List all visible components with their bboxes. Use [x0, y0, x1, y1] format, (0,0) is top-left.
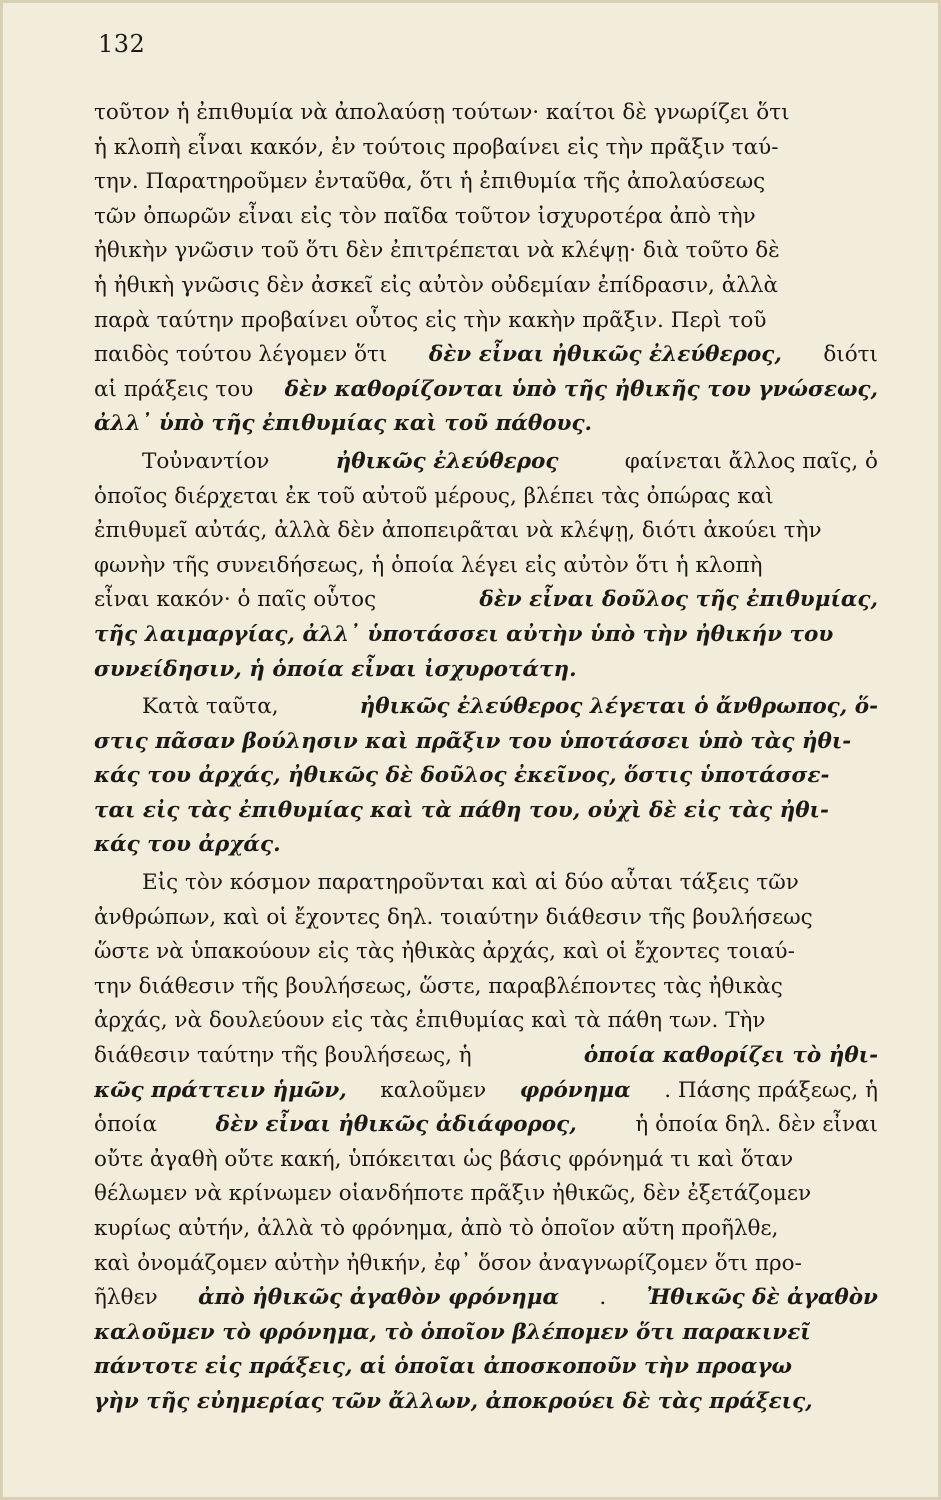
text-segment: διότι: [823, 342, 878, 368]
emphasis-text: δὲν εἶναι ἠθικῶς ἐλεύθερος,: [428, 342, 782, 368]
text-segment: καὶ ὀνομάζομεν αὐτὴν ἠθικήν, ἐφ᾽ ὅσον ἀναγνωρίζομεν ὅτι προ-: [94, 1250, 802, 1276]
text-line: [94, 407, 878, 442]
text-segment: ἀνθρώπων, καὶ οἱ ἔχοντες δηλ. τοιαύτην διάθεσιν τῆς βουλήσεως: [94, 904, 813, 930]
text-line: [94, 828, 878, 863]
text-segment: . Πάσης πράξεως, ἡ: [664, 1077, 878, 1103]
text-segment: .: [599, 1285, 607, 1311]
text-line: [94, 901, 878, 936]
text-line: [94, 970, 878, 1005]
text-line: [94, 1177, 878, 1212]
text-line: [94, 514, 878, 549]
text-segment: καλοῦμεν: [380, 1077, 487, 1103]
text-line: [94, 1108, 878, 1143]
emphasis-text: ὁποία καθορίζει τὸ ἠθι-: [583, 1043, 878, 1069]
text-segment: παρὰ ταύτην προβαίνει οὗτος εἰς τὴν κακὴν πρᾶξιν. Περὶ τοῦ: [94, 307, 767, 333]
text-line: [94, 234, 878, 269]
text-line: [94, 1039, 878, 1074]
text-line: [94, 583, 878, 618]
text-segment: ῆλθεν: [94, 1285, 158, 1311]
text-segment: την διάθεσιν τῆς βουλήσεως, ὥστε, παραβλέποντες τὰς ἠθικὰς: [94, 973, 783, 999]
text-segment: ὁποία: [94, 1112, 157, 1138]
text-segment: φαίνεται ἄλλος παῖς, ὁ: [624, 448, 878, 474]
text-line: [94, 866, 878, 901]
text-segment: εἶναι κακόν· ὁ παῖς οὗτος: [94, 587, 377, 613]
text-segment: ἀρχάς, νὰ δουλεύουν εἰς τὰς ἐπιθυμίας καὶ τὰ πάθη των. Τὴν: [94, 1008, 766, 1034]
text-segment: τοῦτον ἡ ἐπιθυμία νὰ ἀπολαύσῃ τούτων· καίτοι δὲ γνωρίζει ὅτι: [94, 100, 790, 125]
text-line: [94, 480, 878, 515]
text-line: [94, 1004, 878, 1039]
text-segment: ἡ κλοπὴ εἶναι κακόν, ἐν τούτοις προβαίνει εἰς τὴν πρᾶξιν ταύ-: [94, 134, 779, 160]
emphasis-text: δὲν εἶναι δοῦλος τῆς ἐπιθυμίας,: [479, 587, 878, 613]
emphasis-text: κάς του ἀρχάς.: [94, 832, 281, 858]
emphasis-text: ται εἰς τὰς ἐπιθυμίας καὶ τὰ πάθη του, οὐχὶ δὲ εἰς τὰς ἠθι-: [94, 797, 829, 823]
paragraph: [94, 445, 878, 687]
emphasis-text: Ἠθικῶς δὲ ἀγαθὸν: [646, 1285, 878, 1311]
text-line: [94, 618, 878, 653]
text-line: [94, 304, 878, 339]
text-line: [94, 1074, 878, 1109]
text-line: [94, 445, 878, 480]
text-line: [94, 1281, 878, 1316]
text-line: [94, 269, 878, 304]
text-segment: Τοὐναντίον: [142, 448, 270, 474]
text-line: [94, 165, 878, 200]
emphasis-text: ἠθικῶς ἐλεύθερος λέγεται ὁ ἄνθρωπος, ὅ-: [359, 694, 878, 720]
text-segment: ἐπιθυμεῖ αὐτάς, ἀλλὰ δὲν ἀποπειρᾶται νὰ κλέψῃ, διότι ἀκούει τὴν: [94, 518, 822, 544]
text-segment: τῶν ὀπωρῶν εἶναι εἰς τὸν παῖδα τοῦτον ἰσχυροτέρα ἀπὸ τὴν: [94, 203, 756, 229]
emphasis-text: τῆς λαιμαργίας, ἀλλ᾽ ὑποτάσσει αὐτὴν ὑπὸ τὴν ἠθικήν του: [94, 621, 834, 647]
emphasis-text: καλοῦμεν τὸ φρόνημα, τὸ ὁποῖον βλέπομεν ὅτι παρακινεῖ: [94, 1319, 811, 1345]
emphasis-text: συνείδησιν, ἡ ὁποία εἶναι ἰσχυροτάτη.: [94, 656, 577, 682]
text-line: [94, 131, 878, 166]
text-segment: θέλωμεν νὰ κρίνωμεν οἱανδήποτε πρᾶξιν ἠθικῶς, δὲν ἐξετάζομεν: [94, 1181, 812, 1207]
text-segment: ἠθικὴν γνῶσιν τοῦ ὅτι δὲν ἐπιτρέπεται νὰ κλέψῃ· διὰ τοῦτο δὲ: [94, 238, 780, 264]
emphasis-text: δὲν καθορίζονται ὑπὸ τῆς ἠθικῆς του γνώσεως,: [284, 376, 878, 402]
text-line: [94, 1350, 878, 1385]
text-segment: διάθεσιν ταύτην τῆς βουλήσεως, ἡ: [94, 1043, 472, 1069]
text-line: [94, 373, 878, 408]
text-line: [94, 338, 878, 373]
paragraph: [94, 866, 878, 1420]
text-segment: την. Παρατηροῦμεν ἐνταῦθα, ὅτι ἡ ἐπιθυμία τῆς ἀπολαύσεως: [94, 169, 766, 195]
text-line: [94, 690, 878, 725]
text-segment: Εἰς τὸν κόσμον παρατηροῦνται καὶ αἱ δύο αὗται τάξεις τῶν: [142, 870, 799, 896]
text-segment: ἡ ἠθικὴ γνῶσις δὲν ἀσκεῖ εἰς αὐτὸν οὐδεμίαν ἐπίδρασιν, ἀλλὰ: [94, 272, 779, 298]
text-line: [94, 549, 878, 584]
text-line: [94, 935, 878, 970]
text-line: [94, 1143, 878, 1178]
text-line: [94, 96, 878, 131]
text-line: [94, 1385, 878, 1420]
text-line: [94, 725, 878, 760]
emphasis-text: ἀλλ᾽ ὑπὸ τῆς ἐπιθυμίας καὶ τοῦ πάθους.: [94, 411, 593, 437]
text-segment: ὥστε νὰ ὑπακούουν εἰς τὰς ἠθικὰς ἀρχάς, καὶ οἱ ἔχοντες τοιαύ-: [94, 939, 795, 965]
text-segment: αἱ πράξεις του: [94, 376, 254, 402]
emphasis-text: φρόνημα: [519, 1077, 631, 1103]
text-line: [94, 200, 878, 235]
emphasis-text: ἀπὸ ἠθικῶς ἀγαθὸν φρόνημα: [198, 1285, 559, 1311]
emphasis-text: δὲν εἶναι ἠθικῶς ἀδιάφορος,: [215, 1112, 577, 1138]
text-segment: Κατὰ ταῦτα,: [142, 694, 279, 720]
text-line: [94, 794, 878, 829]
text-line: [94, 1247, 878, 1282]
text-segment: οὔτε ἀγαθὴ οὔτε κακή, ὑπόκειται ὡς βάσις φρόνημά τι καὶ ὅταν: [94, 1146, 794, 1172]
body-text: [94, 96, 878, 1420]
text-segment: φωνὴν τῆς συνειδήσεως, ἡ ὁποία λέγει εἰς αὐτὸν ὅτι ἡ κλοπὴ: [94, 552, 763, 578]
text-segment: κυρίως αὐτήν, ἀλλὰ τὸ φρόνημα, ἀπὸ τὸ ὁποῖον αὕτη προῆλθε,: [94, 1216, 779, 1241]
text-line: [94, 1212, 878, 1247]
text-segment: ὁποῖος διέρχεται ἐκ τοῦ αὐτοῦ μέρους, βλέπει τὰς ὀπώρας καὶ: [94, 483, 774, 509]
text-line: [94, 759, 878, 794]
emphasis-text: ἠθικῶς ἐλεύθερος: [335, 448, 559, 474]
paragraph: [94, 96, 878, 442]
emphasis-text: γὴν τῆς εὐημερίας τῶν ἄλλων, ἀποκρούει δὲ τὰς πράξεις,: [94, 1388, 813, 1414]
emphasis-text: κῶς πράττειν ἡμῶν,: [94, 1077, 347, 1103]
text-line: [94, 1316, 878, 1351]
text-line: [94, 653, 878, 688]
emphasis-text: πάντοτε εἰς πράξεις, αἱ ὁποῖαι ἀποσκοποῦν τὴν προαγω: [94, 1354, 793, 1380]
text-segment: παιδὸς τούτου λέγομεν ὅτι: [94, 342, 388, 368]
page-number: 132: [98, 30, 146, 58]
emphasis-text: στις πᾶσαν βούλησιν καὶ πρᾶξιν του ὑποτάσσει ὑπὸ τὰς ἠθι-: [94, 728, 852, 754]
emphasis-text: κάς του ἀρχάς, ἠθικῶς δὲ δοῦλος ἐκεῖνος, ὅστις ὑποτάσσε-: [94, 763, 830, 789]
text-segment: ἡ ὁποία δηλ. δὲν εἶναι: [635, 1112, 878, 1138]
paragraph: [94, 690, 878, 863]
